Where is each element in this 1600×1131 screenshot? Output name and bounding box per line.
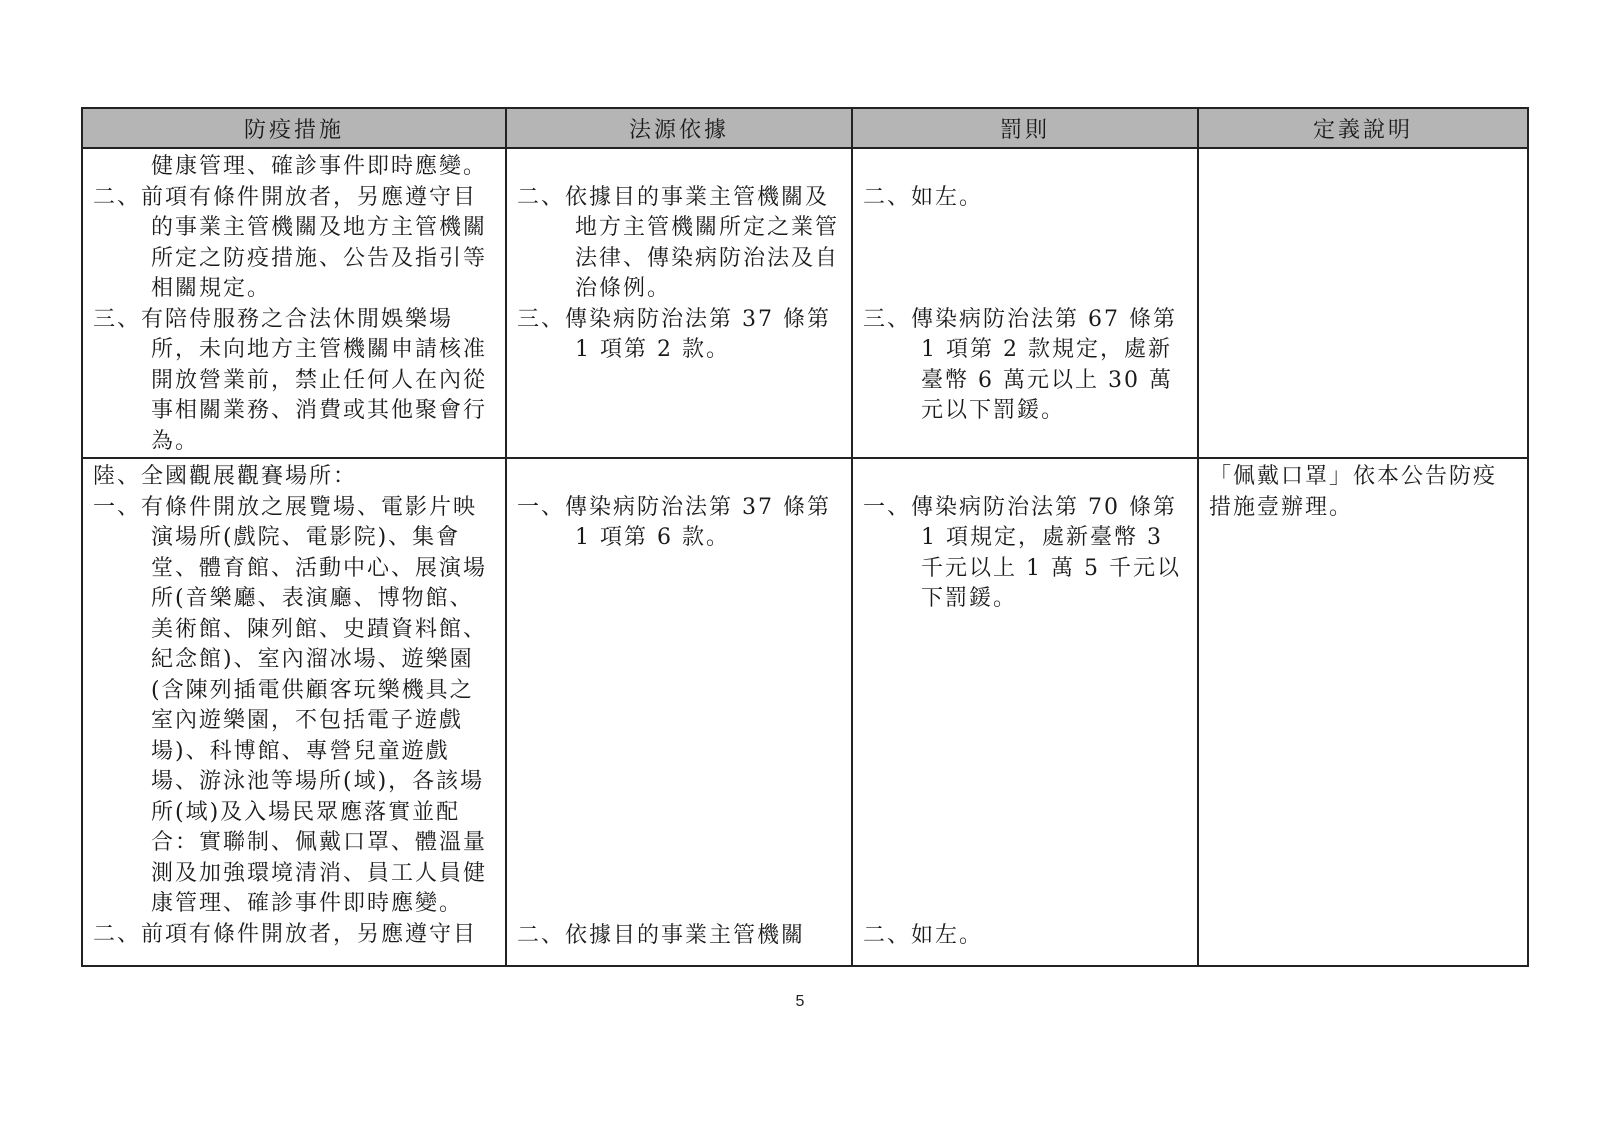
legal-basis-item: 一、傳染病防治法第 37 條第 1 項第 6 款。 bbox=[517, 494, 831, 550]
section-heading: 陸、全國觀展觀賽場所： bbox=[93, 464, 358, 489]
penalty-item: 三、傳染病防治法第 67 條第 1 項第 2 款規定，處新臺幣 6 萬元以上 30 萬元以下罰鍰。 bbox=[863, 306, 1177, 423]
penalty-item: 二、如左。 bbox=[863, 184, 984, 210]
penalty-item: 二、如左。 bbox=[863, 922, 984, 948]
measures-item: 一、有條件開放之展覽場、電影片映演場所(戲院、電影院)、集會堂、體育館、活動中心、展演場所(音樂廳、表演廳、博物館、美術館、陳列館、史蹟資料館、紀念館)、室內溜冰場、遊樂園(含陳列插電供顧客玩樂機具之室內遊樂園，不包括電子遊戲場)、科博館、專營兒童遊戲場、游泳池等場所(域)，各該場所(域)及入場民眾應落實並配合：實聯制、佩戴口罩、體溫量測及加強環境清消、員工人員健康管理、確診事件即時應變。 bbox=[93, 494, 488, 916]
header-measures: 防疫措施 bbox=[82, 108, 506, 148]
definition-text: 「佩戴口罩」依本公告防疫措施壹辦理。 bbox=[1209, 464, 1498, 520]
measures-item: 二、前項有條件開放者，另應遵守目 bbox=[93, 921, 478, 947]
table-row bbox=[82, 148, 1528, 458]
regulation-table bbox=[81, 107, 1529, 967]
definition-cell bbox=[1198, 458, 1528, 966]
legal-basis-item: 二、依據目的事業主管機關 bbox=[517, 922, 806, 948]
header-definition: 定義說明 bbox=[1198, 108, 1528, 148]
header-legal-basis: 法源依據 bbox=[506, 108, 852, 148]
header-penalty: 罰則 bbox=[852, 108, 1198, 148]
measures-item: 三、有陪侍服務之合法休閒娛樂場所，未向地方主管機關申請核准開放營業前，禁止任何人在內從事相關業務、消費或其他聚會行為。 bbox=[93, 306, 488, 454]
penalty-cell bbox=[852, 148, 1198, 458]
page-number: 5 bbox=[795, 993, 805, 1010]
legal-basis-cell bbox=[506, 458, 852, 966]
legal-basis-item: 二、依據目的事業主管機關及地方主管機關所定之業管法律、傳染病防治法及自治條例。 bbox=[517, 184, 840, 301]
measures-cell bbox=[82, 148, 506, 458]
measures-continuation: 健康管理、確診事件即時應變。 bbox=[151, 154, 488, 179]
penalty-item: 一、傳染病防治法第 70 條第 1 項規定，處新臺幣 3 千元以上 1 萬 5 千元以下罰鍰。 bbox=[863, 494, 1181, 611]
header-row bbox=[82, 108, 1528, 148]
penalty-cell bbox=[852, 458, 1198, 966]
definition-cell bbox=[1198, 148, 1528, 458]
legal-basis-item: 三、傳染病防治法第 37 條第 1 項第 2 款。 bbox=[517, 306, 831, 362]
measures-item: 二、前項有條件開放者，另應遵守目的事業主管機關及地方主管機關所定之防疫措施、公告及指引等相關規定。 bbox=[93, 184, 488, 301]
table-row bbox=[82, 458, 1528, 966]
measures-cell bbox=[82, 458, 506, 966]
legal-basis-cell bbox=[506, 148, 852, 458]
